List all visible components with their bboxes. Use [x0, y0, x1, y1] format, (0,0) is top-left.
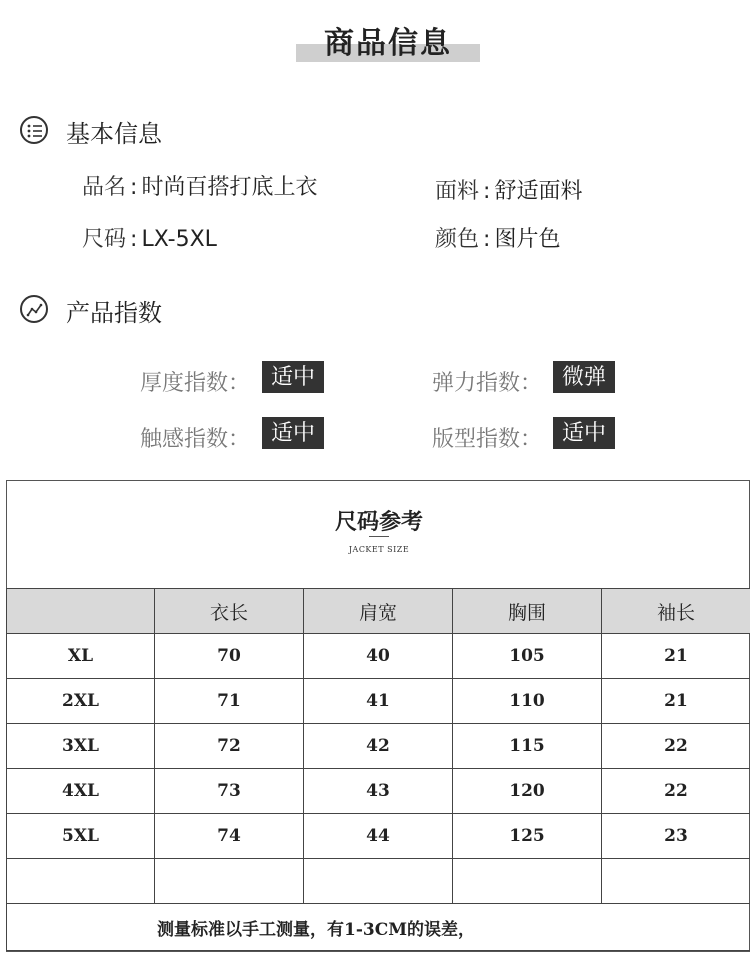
value-cell: 73	[155, 769, 304, 814]
product-index-heading: 产品指数	[66, 299, 162, 327]
value-cell	[453, 859, 602, 904]
index-badge-elasticity: 微弹	[553, 361, 615, 393]
value-cell: 21	[602, 679, 750, 724]
header-cell: 袖长	[602, 589, 750, 634]
value-cell: 22	[602, 769, 750, 814]
value-cell: 105	[453, 634, 602, 679]
header-cell	[7, 589, 155, 634]
value-cell: 21	[602, 634, 750, 679]
value-cell: 120	[453, 769, 602, 814]
size-cell: 5XL	[7, 814, 155, 859]
index-badge-touch: 适中	[262, 417, 324, 449]
size-cell: 4XL	[7, 769, 155, 814]
info-item-name	[82, 170, 317, 201]
value-cell: 74	[155, 814, 304, 859]
value-cell	[304, 859, 453, 904]
info-separator: :	[130, 227, 138, 252]
measurement-note: 测量标准以手工测量，有1-3CM的误差，	[7, 904, 750, 951]
size-cell	[7, 859, 155, 904]
value-cell: 70	[155, 634, 304, 679]
info-separator: :	[130, 175, 138, 200]
value-cell: 22	[602, 724, 750, 769]
size-cell: XL	[7, 634, 155, 679]
value-cell: 40	[304, 634, 453, 679]
basic-info-heading: 基本信息	[66, 120, 162, 148]
index-label-thickness: 厚度指数：	[140, 371, 251, 396]
value-cell: 72	[155, 724, 304, 769]
size-cell: 3XL	[7, 724, 155, 769]
value-cell: 115	[453, 724, 602, 769]
table-row	[7, 634, 750, 679]
table-row	[7, 814, 750, 859]
size-chart-divider	[369, 536, 389, 537]
list-icon	[20, 116, 48, 144]
table-row-empty	[7, 859, 750, 904]
info-label: 品名	[82, 175, 127, 200]
value-cell: 41	[304, 679, 453, 724]
info-item-color	[435, 222, 560, 253]
value-cell: 110	[453, 679, 602, 724]
info-label: 尺码	[82, 227, 127, 252]
index-badge-thickness: 适中	[262, 361, 324, 393]
index-label-fit: 版型指数：	[432, 427, 543, 452]
info-separator: :	[483, 179, 491, 204]
table-note-row	[7, 904, 750, 951]
value-cell	[602, 859, 750, 904]
table-row	[7, 724, 750, 769]
table-row	[7, 679, 750, 724]
info-value: 时尚百搭打底上衣	[141, 175, 318, 200]
index-badge-fit: 适中	[553, 417, 615, 449]
info-value: LX-5XL	[141, 227, 217, 252]
page-title: 商品信息	[324, 26, 452, 61]
info-value: 舒适面料	[494, 179, 583, 204]
index-label-elasticity: 弹力指数：	[432, 371, 543, 396]
header-cell: 肩宽	[304, 589, 453, 634]
header-cell: 衣长	[155, 589, 304, 634]
info-label: 颜色	[435, 227, 480, 252]
table-header-row	[7, 589, 750, 634]
size-chart-title: 尺码参考	[334, 509, 423, 535]
value-cell: 43	[304, 769, 453, 814]
value-cell: 42	[304, 724, 453, 769]
value-cell: 23	[602, 814, 750, 859]
size-chart-subtitle: JACKET SIZE	[348, 545, 410, 554]
table-row	[7, 769, 750, 814]
info-item-size	[82, 222, 217, 253]
size-table	[6, 588, 750, 951]
info-separator: :	[483, 227, 491, 252]
index-label-touch: 触感指数：	[140, 427, 251, 452]
value-cell: 44	[304, 814, 453, 859]
header-cell: 胸围	[453, 589, 602, 634]
info-item-fabric	[435, 174, 582, 205]
trend-icon	[20, 295, 48, 323]
value-cell	[155, 859, 304, 904]
value-cell: 71	[155, 679, 304, 724]
value-cell: 125	[453, 814, 602, 859]
size-cell: 2XL	[7, 679, 155, 724]
info-label: 面料	[435, 179, 480, 204]
info-value: 图片色	[494, 227, 561, 252]
